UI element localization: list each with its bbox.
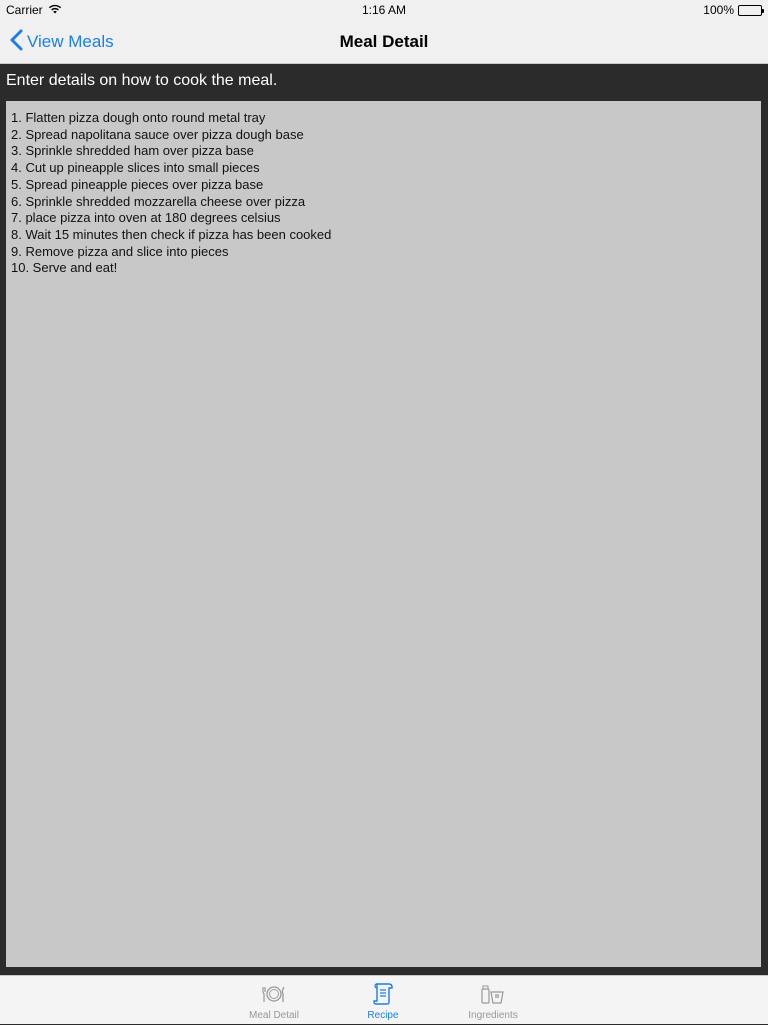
- tab-meal-detail[interactable]: [219, 976, 329, 1025]
- chevron-left-icon: [10, 29, 23, 56]
- recipe-step: 4. Cut up pineapple slices into small pieces: [11, 160, 260, 176]
- battery-percent: 100%: [703, 3, 734, 17]
- recipe-step: 9. Remove pizza and slice into pieces: [11, 243, 229, 259]
- plate-icon: [261, 981, 287, 1007]
- recipe-step: 2. Spread napolitana sauce over pizza dough base: [11, 126, 304, 142]
- back-button-label: View Meals: [27, 32, 114, 51]
- carrier-label: Carrier: [6, 3, 43, 17]
- tab-meal-detail-label: Meal Detail: [248, 1010, 300, 1021]
- recipe-text-area[interactable]: [6, 101, 761, 967]
- page-title: Meal Detail: [339, 32, 429, 51]
- tab-ingredients-label: Ingredients: [468, 1010, 518, 1021]
- tab-bar: [0, 975, 768, 1024]
- recipe-step: 7. place pizza into oven at 180 degrees celsius: [11, 210, 281, 226]
- recipe-screen: [0, 64, 768, 975]
- status-right: [703, 3, 762, 17]
- status-time: 1:16 AM: [361, 3, 407, 17]
- recipe-step: 3. Sprinkle shredded ham over pizza base: [11, 143, 254, 159]
- jars-icon: [480, 981, 506, 1007]
- recipe-step: 6. Sprinkle shredded mozzarella cheese over pizza: [11, 193, 306, 209]
- recipe-step: 10. Serve and eat!: [11, 260, 118, 276]
- navigation-bar: [0, 20, 768, 64]
- battery-icon: [738, 5, 762, 16]
- recipe-prompt: Enter details on how to cook the meal.: [6, 72, 278, 89]
- tab-ingredients[interactable]: [438, 976, 548, 1025]
- status-bar: [0, 0, 768, 20]
- tab-recipe[interactable]: [328, 976, 438, 1025]
- recipe-step: 5. Spread pineapple pieces over pizza base: [11, 176, 264, 192]
- tab-recipe-label: Recipe: [367, 1010, 399, 1021]
- recipe-step: 8. Wait 15 minutes then check if pizza has been cooked: [11, 226, 332, 242]
- back-button[interactable]: [10, 20, 114, 64]
- recipe-step: 1. Flatten pizza dough onto round metal tray: [11, 110, 266, 125]
- scroll-icon: [372, 981, 394, 1007]
